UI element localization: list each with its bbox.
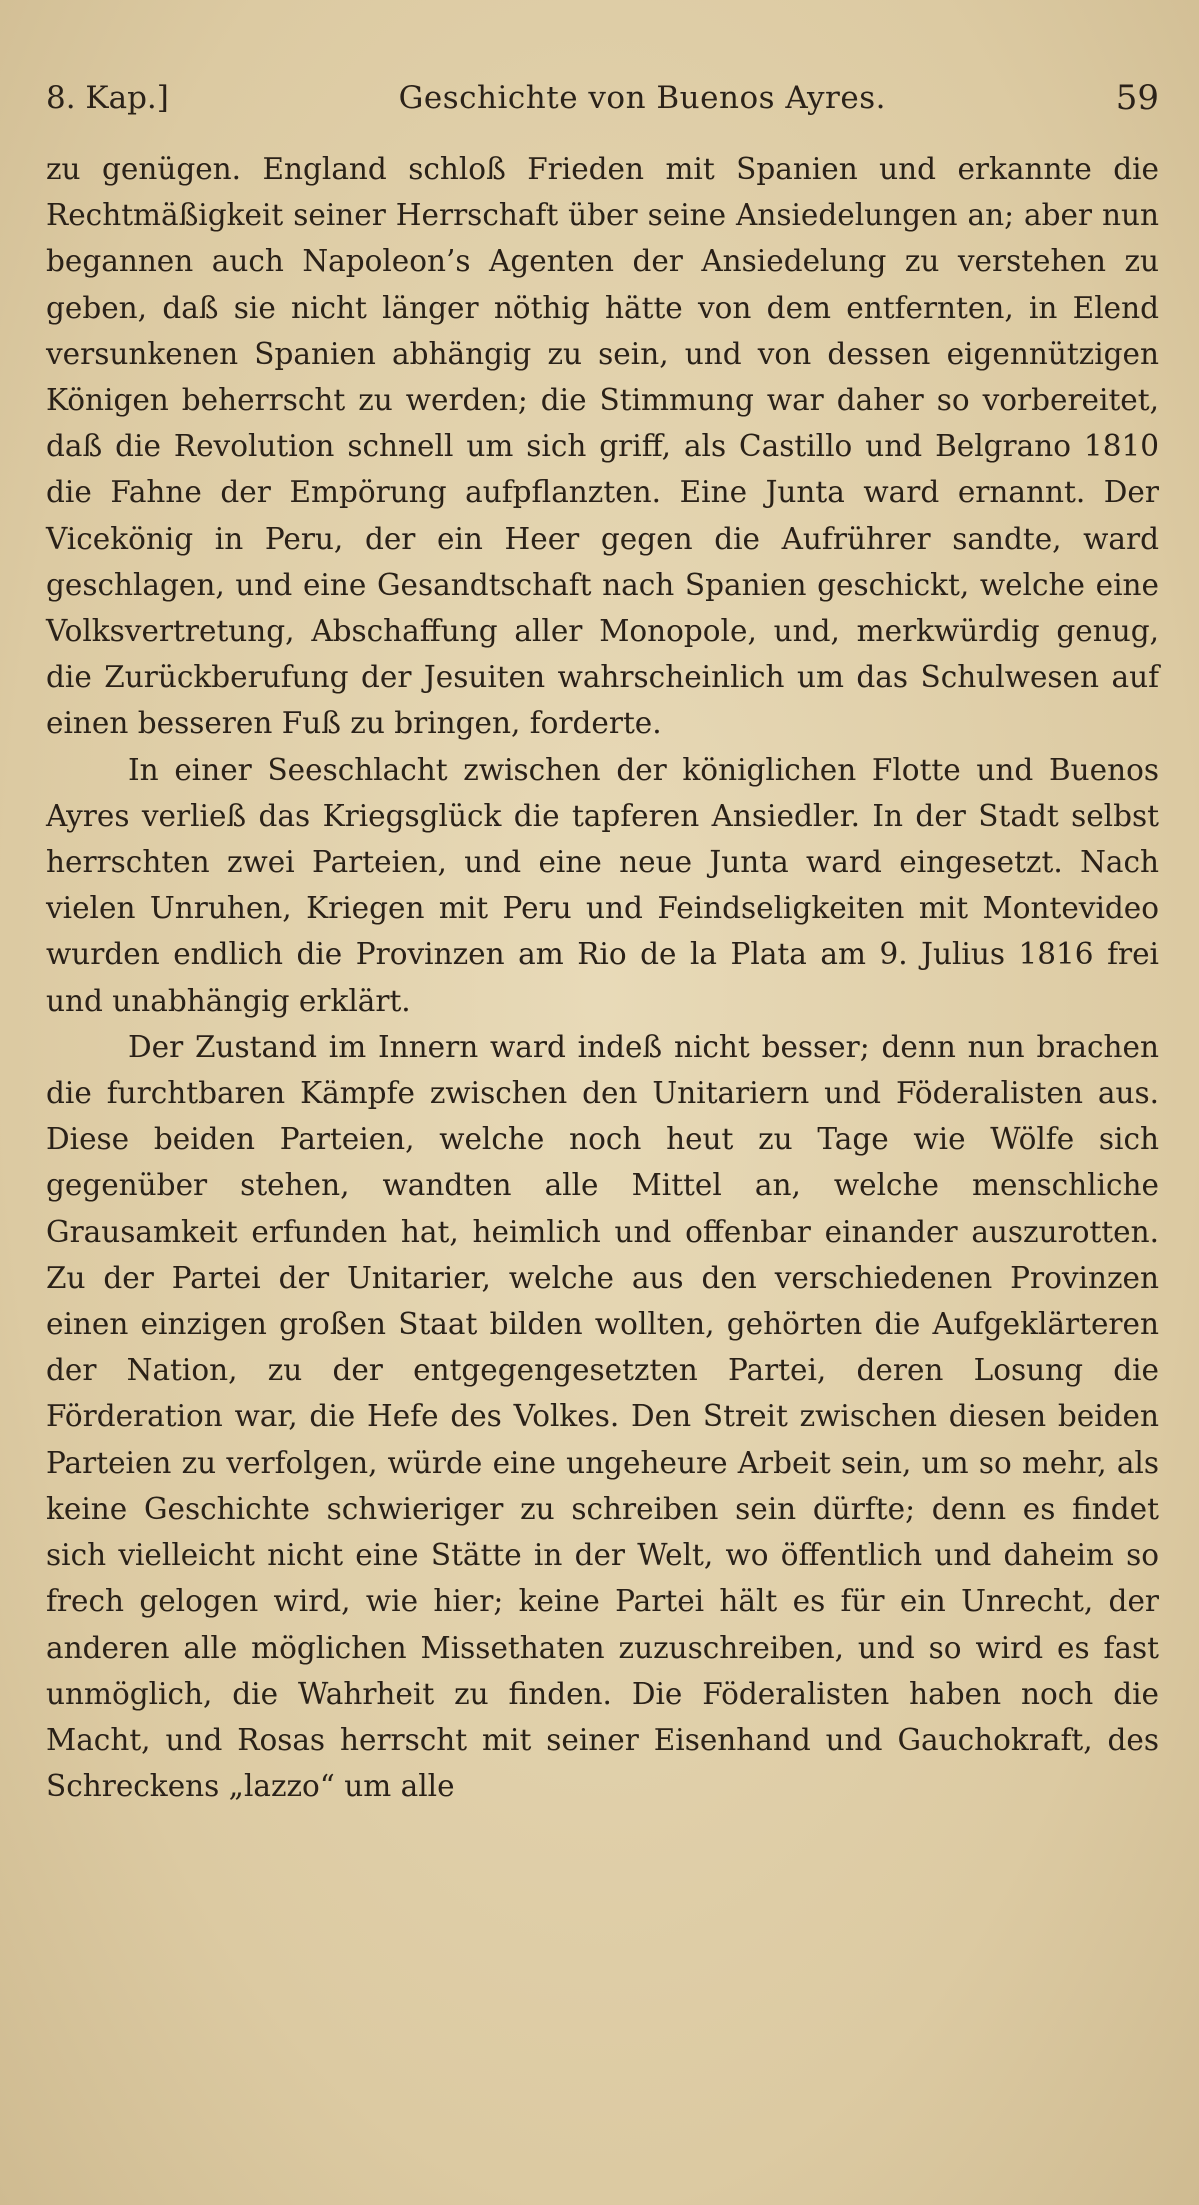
- running-header: [46, 74, 1159, 122]
- page-number: 59: [1115, 78, 1159, 118]
- chapter-label: 8. Kap.]: [46, 80, 169, 116]
- paragraph: zu genügen. England schloß Frieden mit Spanien und erkannte die Rechtmäßigkeit seiner Herrschaft über seine Ansiedelungen an; aber nun begannen auch Napoleon’s Agenten der Ansiedelung zu verstehen zu geben, daß sie nicht länger nöthig hätte von dem entfernten, in Elend versunkenen Spanien abhängig zu sein, und von dessen eigennützigen Königen beherrscht zu werden; die Stimmung war daher so vorbereitet, daß die Revolution schnell um sich griff, als Castillo und Belgrano 1810 die Fahne der Empörung aufpflanzten. Eine Junta ward ernannt. Der Vicekönig in Peru, der ein Heer gegen die Aufrührer sandte, ward geschlagen, und eine Gesandtschaft nach Spanien geschickt, welche eine Volksvertretung, Abschaffung aller Monopole, und, merkwürdig genug, die Zurückberufung der Jesuiten wahrscheinlich um das Schulwesen auf einen besseren Fuß zu bringen, forderte.: [46, 152, 1159, 741]
- paragraph: Der Zustand im Innern ward indeß nicht besser; denn nun brachen die furchtbaren Kämpfe zwischen den Unitariern und Föderalisten aus. Diese beiden Parteien, welche noch heut zu Tage wie Wölfe sich gegenüber stehen, wandten alle Mittel an, welche menschliche Grausamkeit erfunden hat, heimlich und offenbar einander auszurotten. Zu der Partei der Unitarier, welche aus den verschiedenen Provinzen einen einzigen großen Staat bilden wollten, gehörten die Aufgeklärteren der Nation, zu der entgegengesetzten Partei, deren Losung die Förderation war, die Hefe des Volkes. Den Streit zwischen diesen beiden Parteien zu verfolgen, würde eine ungeheure Arbeit sein, um so mehr, als keine Geschichte schwieriger zu schreiben sein dürfte; denn es findet sich vielleicht nicht eine Stätte in der Welt, wo öffentlich und daheim so frech gelogen wird, wie hier; keine Partei hält es für ein Unrecht, der anderen alle möglichen Missethaten zuzuschreiben, und so wird es fast unmöglich, die Wahrheit zu finden. Die Föderalisten haben noch die Macht, und Rosas herrscht mit seiner Eisenhand und Gauchokraft, des Schreckens „lazzo“ um alle: [46, 1029, 1159, 1804]
- body-text: [46, 146, 1159, 1809]
- paragraph: In einer Seeschlacht zwischen der königlichen Flotte und Buenos Ayres verließ das Kriegsglück die tapferen Ansiedler. In der Stadt selbst herrschten zwei Parteien, und eine neue Junta ward eingesetzt. Nach vielen Unruhen, Kriegen mit Peru und Feindseligkeiten mit Montevideo wurden endlich die Provinzen am Rio de la Plata am 9. Julius 1816 frei und unabhängig erklärt.: [46, 752, 1159, 1018]
- running-title: Geschichte von Buenos Ayres.: [398, 80, 886, 116]
